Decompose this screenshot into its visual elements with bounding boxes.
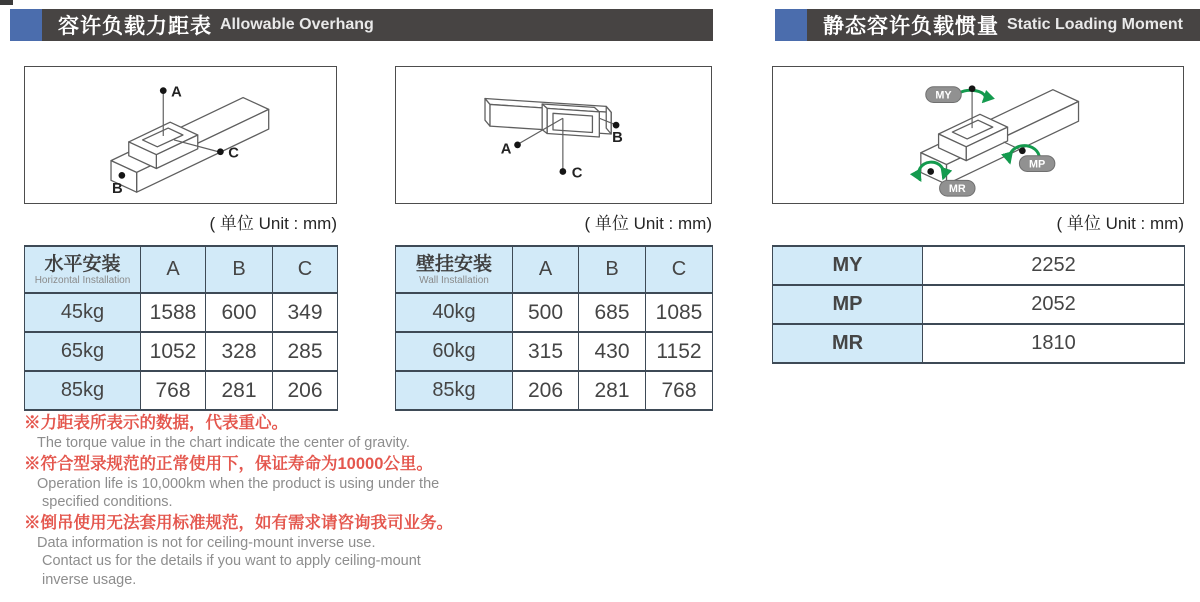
note-zh: ※倒吊使用无法套用标准规范，如有需求请咨询我司业务。 [24, 513, 453, 532]
diagram-horizontal-installation [24, 66, 337, 204]
column-header-b: B [579, 246, 646, 293]
table-title-en: Horizontal Installation [34, 274, 131, 286]
point-c-dot [217, 148, 224, 155]
section-title-zh: 容许负载力距表 [58, 15, 212, 38]
load-cell: 60kg [396, 332, 513, 371]
mp-dot [1019, 147, 1026, 154]
moment-label: MP [773, 285, 923, 324]
value-a: 1052 [141, 332, 206, 371]
table-row [773, 324, 1185, 363]
horizontal-rail-isometric-drawing [25, 67, 336, 203]
my-dot [969, 85, 976, 92]
value-c: 768 [646, 371, 713, 410]
moment-label: MR [773, 324, 923, 363]
section-title-en: Static Loading Moment [1007, 16, 1183, 33]
value-b: 600 [206, 293, 273, 332]
table-row [396, 293, 713, 332]
value-b: 281 [579, 371, 646, 410]
table-row [396, 371, 713, 410]
value-b: 328 [206, 332, 273, 371]
note-en: Contact us for the details if you want to apply ceiling-mount [42, 553, 421, 569]
carriage-block [542, 104, 599, 137]
load-cell: 85kg [25, 371, 141, 410]
value-b: 685 [579, 293, 646, 332]
point-b-label: B [612, 129, 623, 146]
diagram-wall-installation [395, 66, 712, 204]
unit-label: ( 单位 Unit : mm) [209, 214, 337, 233]
my-badge [926, 87, 961, 103]
note-en: The torque value in the chart indicate the center of gravity. [37, 435, 410, 451]
point-c-label: C [228, 145, 239, 162]
note-en: inverse usage. [42, 571, 137, 588]
note-en: specified conditions. [42, 494, 173, 510]
footnotes [24, 412, 564, 589]
point-a-label: A [500, 141, 512, 158]
table-row [773, 285, 1185, 324]
load-cell: 85kg [396, 371, 513, 410]
value-c: 285 [273, 332, 338, 371]
point-b-dot [119, 172, 126, 179]
load-cell: 65kg [25, 332, 141, 371]
moment-rail-isometric-drawing [773, 67, 1183, 203]
point-c-dot [560, 168, 567, 175]
moment-value: 2252 [923, 246, 1185, 285]
moment-value: 2052 [923, 285, 1185, 324]
column-header-b: B [206, 246, 273, 293]
column-header-c: C [273, 246, 338, 293]
value-b: 281 [206, 371, 273, 410]
note-en: Operation life is 10,000km when the product is using under the [37, 475, 440, 492]
table-row [773, 246, 1185, 285]
table-row [25, 371, 338, 410]
value-a: 315 [513, 332, 579, 371]
column-header-c: C [646, 246, 713, 293]
section-title-zh: 静态容许负载惯量 [823, 15, 999, 38]
point-a-dot [514, 142, 521, 149]
point-a-label: A [171, 84, 182, 101]
mp-badge-label: MP [1029, 158, 1046, 171]
wall-rail-isometric-drawing [396, 67, 711, 203]
header-accent-square [10, 9, 42, 41]
mr-dot [927, 168, 934, 175]
note-zh: ※符合型录规范的正常使用下，保证寿命为10000公里。 [24, 454, 433, 473]
value-a: 500 [513, 293, 579, 332]
value-b: 430 [579, 332, 646, 371]
table-title-en: Wall Installation [419, 274, 489, 286]
load-cell: 40kg [396, 293, 513, 332]
table-row [396, 332, 713, 371]
diagram-static-moment [772, 66, 1184, 204]
table-title-cell [25, 246, 141, 293]
moment-label: MY [773, 246, 923, 285]
wall-installation-table [395, 245, 713, 411]
value-c: 1152 [646, 332, 713, 371]
note-zh: ※力距表所表示的数据，代表重心。 [24, 414, 288, 432]
mp-badge [1019, 156, 1054, 172]
unit-label: ( 单位 Unit : mm) [1056, 214, 1184, 233]
table-header-row [25, 246, 338, 293]
section-header-allowable-overhang [10, 9, 713, 41]
value-a: 1588 [141, 293, 206, 332]
moment-value: 1810 [923, 324, 1185, 363]
point-c-label: C [571, 165, 583, 182]
value-c: 1085 [646, 293, 713, 332]
section-header-static-loading-moment [775, 9, 1200, 41]
point-a-dot [160, 87, 167, 94]
horizontal-installation-table [24, 245, 338, 411]
column-header-a: A [513, 246, 579, 293]
mr-badge [940, 180, 975, 196]
table-header-row [396, 246, 713, 293]
table-title-zh: 水平安装 [44, 253, 121, 275]
section-title-en: Allowable Overhang [220, 16, 374, 33]
page-corner-mark [0, 0, 13, 5]
table-title-zh: 壁挂安装 [415, 253, 492, 275]
column-header-a: A [141, 246, 206, 293]
table-title-cell [396, 246, 513, 293]
value-c: 349 [273, 293, 338, 332]
table-row [25, 332, 338, 371]
unit-label: ( 单位 Unit : mm) [584, 214, 712, 233]
static-moment-table [772, 245, 1185, 364]
point-b-dot [613, 122, 620, 129]
table-row [25, 293, 338, 332]
note-en: Data information is not for ceiling-mount inverse use. [37, 534, 376, 551]
point-b-label: B [112, 181, 123, 198]
my-badge-label: MY [935, 89, 952, 102]
load-cell: 45kg [25, 293, 141, 332]
value-c: 206 [273, 371, 338, 410]
header-accent-square [775, 9, 807, 41]
mr-badge-label: MR [948, 183, 966, 196]
value-a: 768 [141, 371, 206, 410]
value-a: 206 [513, 371, 579, 410]
